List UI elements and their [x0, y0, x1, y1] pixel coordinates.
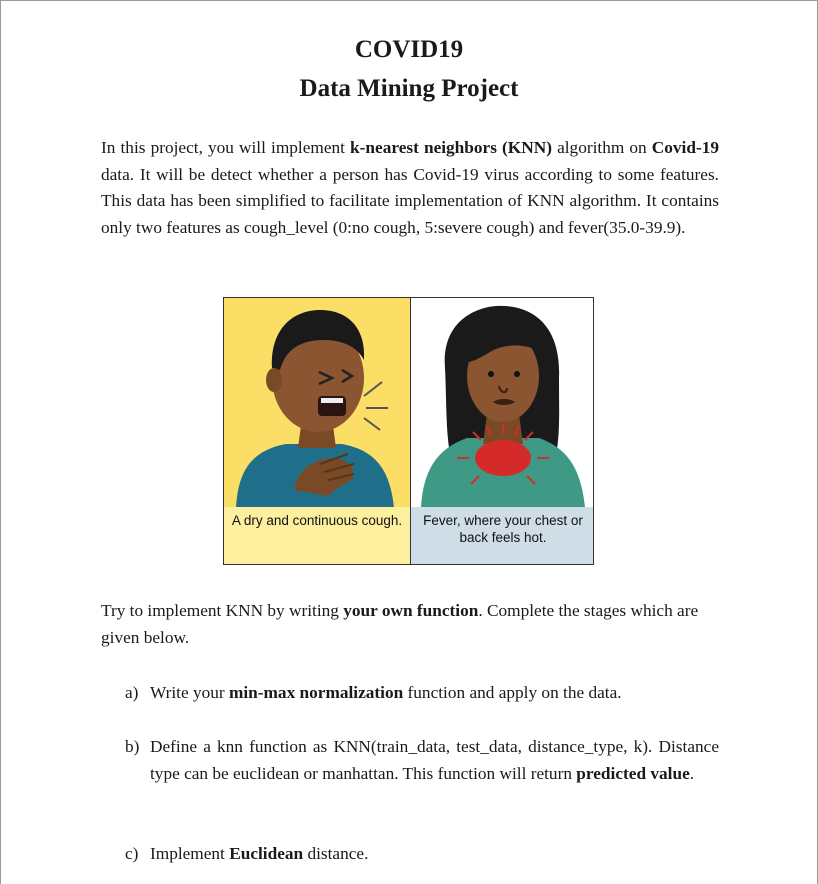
page-title: COVID19	[354, 36, 464, 63]
step-b-bold: predicted value	[576, 764, 690, 783]
list-item	[125, 679, 719, 706]
list-marker: c)	[125, 844, 139, 863]
cough-panel	[224, 298, 410, 564]
intro-paragraph	[101, 135, 719, 241]
intro-text-3: data. It will be detect whether a person has Covid-19 virus according to some features. This data has been simplified to facilitate implementation of KNN algorithm. It contains only two features as cough_level (0:no cough, 5:severe cough) and fever(35.0-39.9).	[101, 164, 719, 237]
step-a-text-2: function and apply on the data.	[403, 683, 622, 702]
page-subtitle: Data Mining Project	[299, 75, 519, 102]
intro-text-1: In this project, you will implement	[101, 138, 351, 157]
step-b-text-1: Define a knn function as KNN(train_data, test_data, distance_type, k). Distance type can be euclidean or manhattan. This function will return	[150, 737, 719, 783]
step-c-text-2: distance.	[303, 844, 369, 863]
step-c-bold: Euclidean	[229, 844, 304, 863]
list-marker: b)	[125, 737, 140, 756]
intro-text-2: algorithm on	[551, 138, 652, 157]
list-item-text	[150, 840, 719, 867]
instructions-paragraph	[101, 598, 719, 651]
fever-caption: Fever, where your chest or back feels hot.	[411, 507, 594, 564]
instructions-text-2: . Complete the stages which are given below.	[101, 601, 699, 647]
list-item	[125, 840, 719, 867]
cough-caption: A dry and continuous cough.	[224, 507, 410, 564]
intro-bold-covid: Covid-19	[651, 138, 719, 157]
list-item	[125, 733, 719, 787]
fever-panel	[411, 298, 594, 564]
symptoms-illustration	[223, 297, 594, 565]
list-item-text	[150, 733, 719, 787]
list-item-text	[150, 679, 719, 706]
step-a-bold: min-max normalization	[228, 683, 404, 702]
step-c-text-1: Implement	[150, 844, 230, 863]
list-marker: a)	[125, 683, 139, 702]
instructions-bold: your own function	[343, 601, 479, 620]
step-b-text-2: .	[689, 764, 695, 783]
step-a-text-1: Write your	[150, 683, 229, 702]
instructions-text-1: Try to implement KNN by writing	[101, 601, 344, 620]
intro-bold-knn: k-nearest neighbors (KNN)	[350, 138, 552, 157]
